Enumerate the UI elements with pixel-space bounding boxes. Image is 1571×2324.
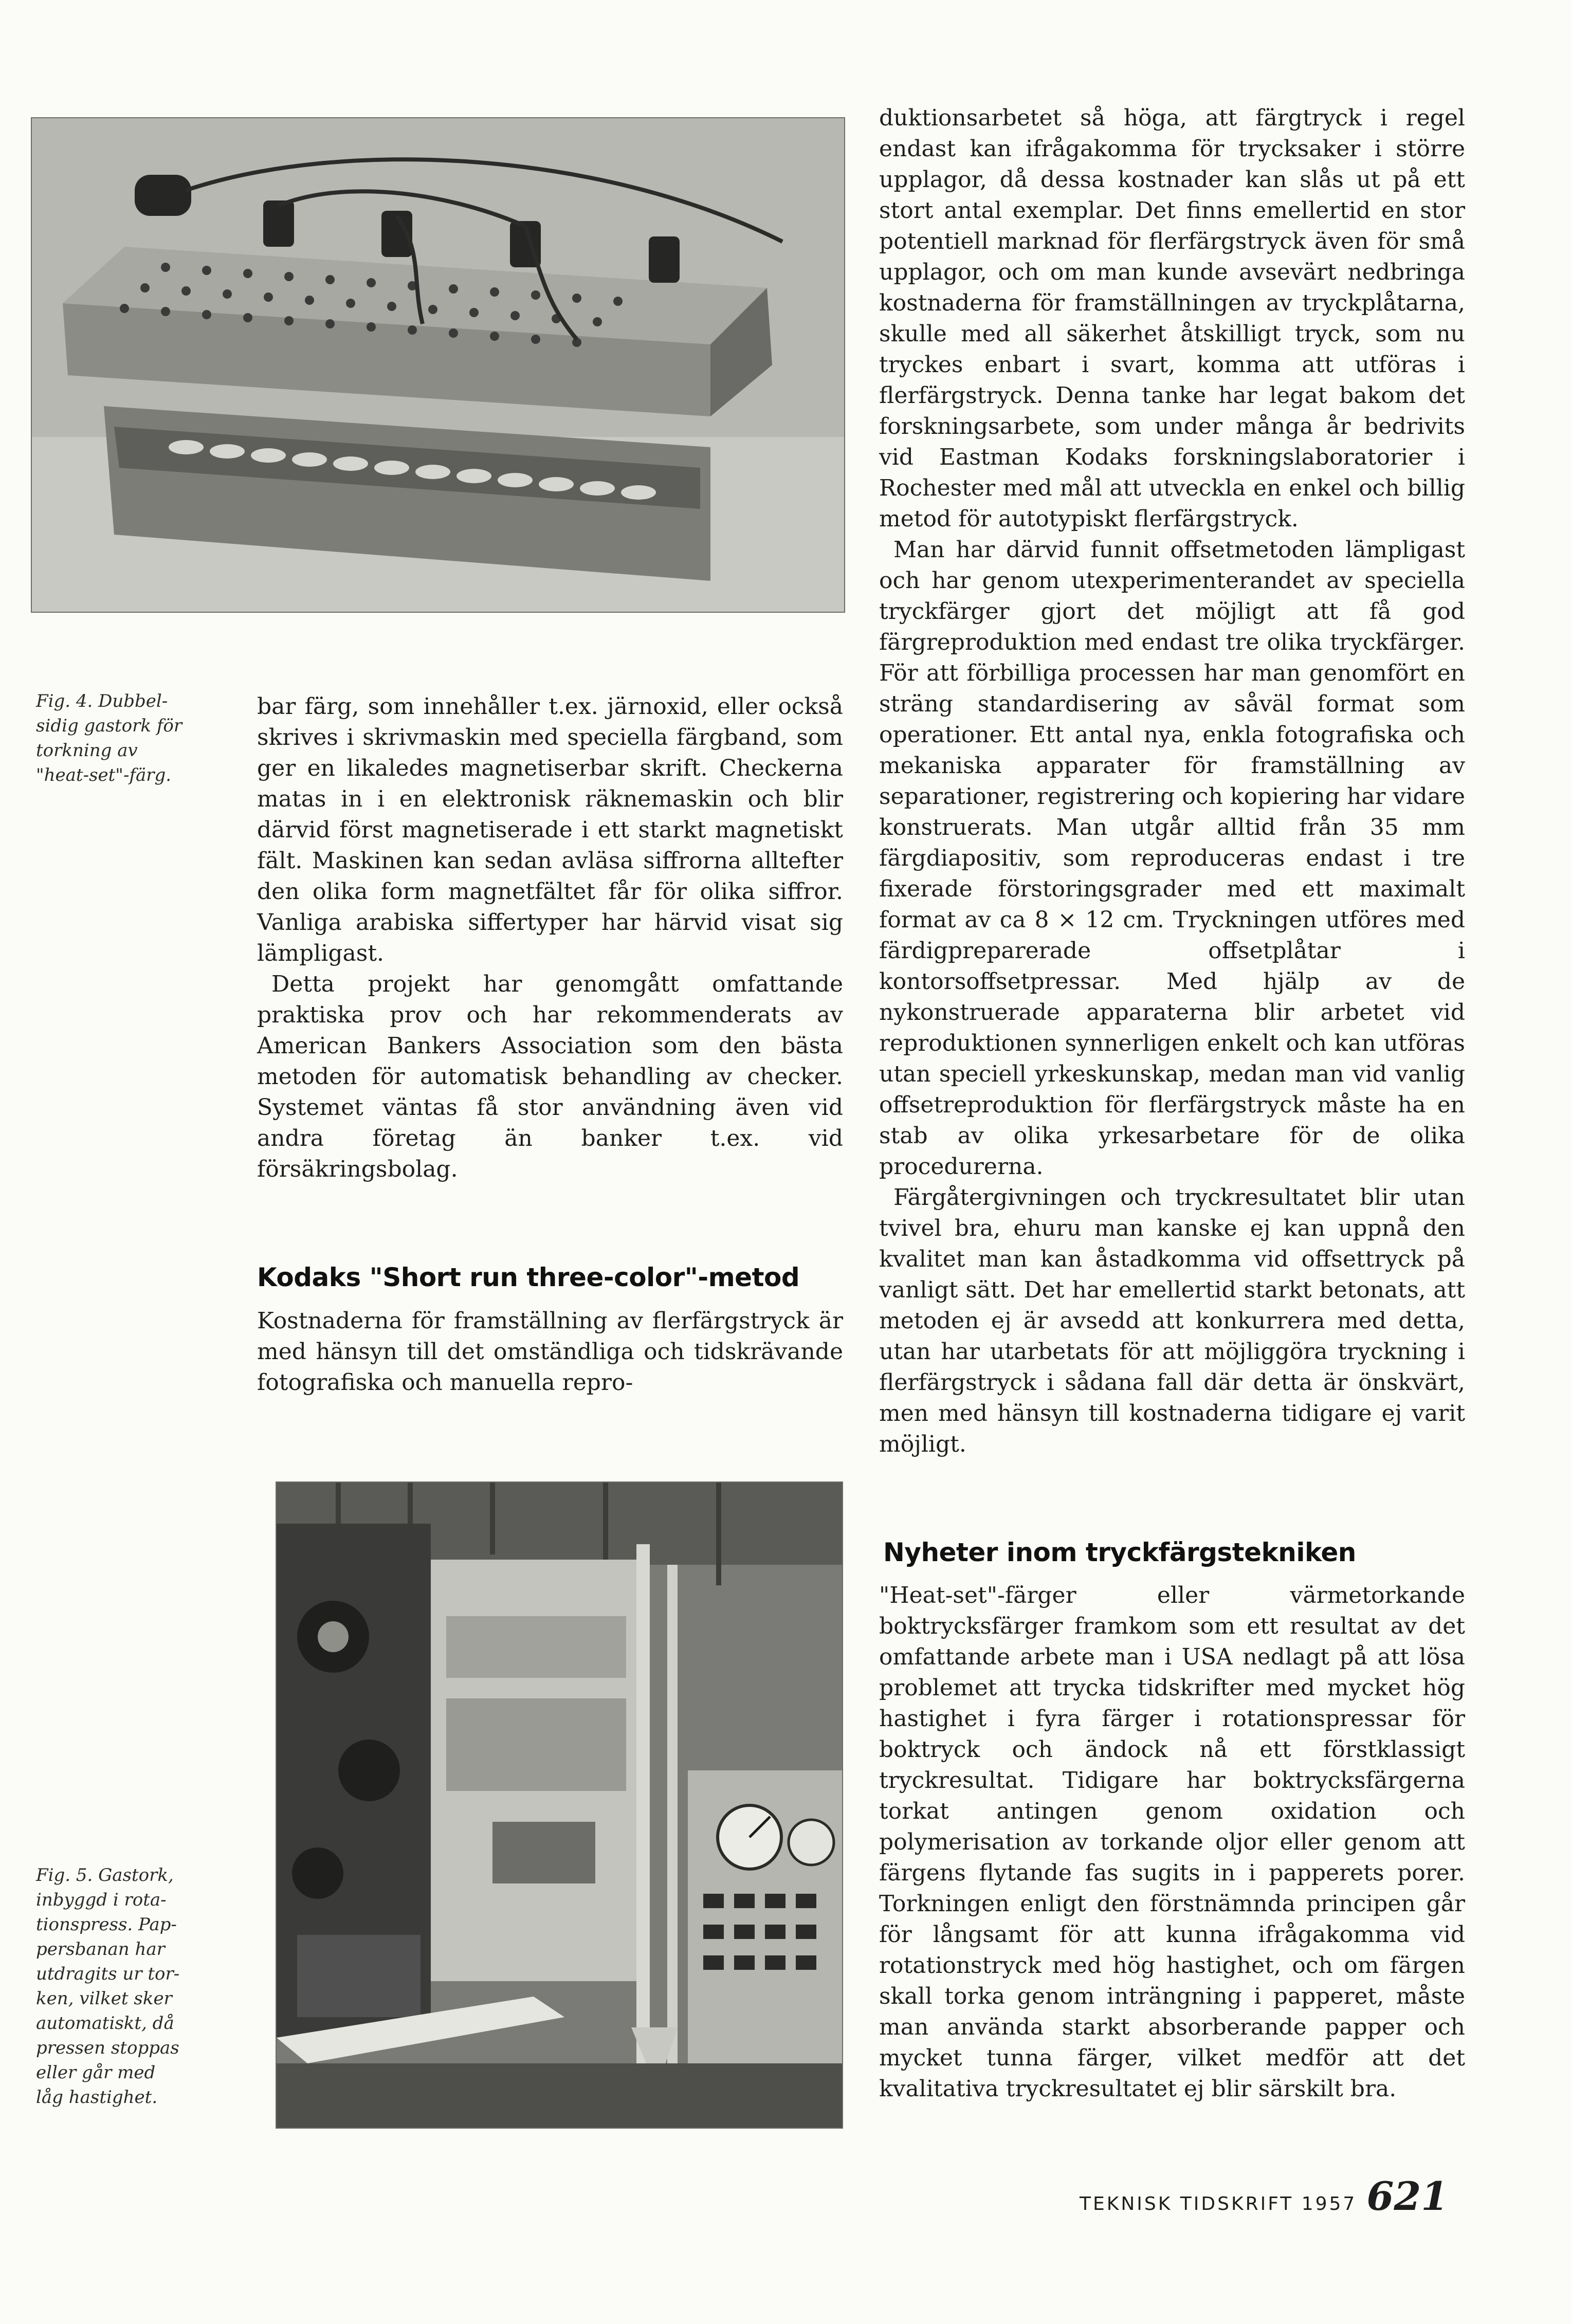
heat-set-paragraph: "Heat-set"-färger eller värmetorkande boktrycksfärger framkom som ett resultat av det omfattande arbete man i USA nedlagt på att lösa problemet att trycka tidskrifter med mycket hög hastighet i fyra färger i rotationspressar för boktryck och ändock nå ett förstklassigt tryckresultat. Tidigare har boktrycksfärgerna torkat antingen genom oxidation och polymerisation av torkande oljor eller genom att färgens flytande fas sugits in i papperets porer. Torkningen enligt den förstnämnda principen går för långsamt för att kunna ifrågakomma vid rotationstryck med hög hastighet, och om färgen skall torka genom inträngning i papperet, måste man använda starkt absorberande papper och mycket tunna färger, vilket medför att det kvalitativa tryckresultatet ej blir särskilt bra. xyxy=(879,1582,1465,2102)
right-text-column-lower xyxy=(879,1580,1465,2105)
figure-4-photo xyxy=(31,117,845,613)
right-text-column xyxy=(879,103,1465,1460)
right-paragraph-3: Färgåtergivningen och tryckresultatet blir utan tvivel bra, ehuru man kanske ej kan uppnå den kvalitet man kan åstadkomma vid offsettryck på vanligt sätt. Det har emellertid starkt betonats, att metoden ej är avsedd att konkurrera med detta, utan har utarbetats för att möjliggöra tryckning i flerfärgstryck i sådana fall där detta är önskvärt, men med hänsyn till kostnaderna tidigare ej varit möjligt. xyxy=(879,1184,1465,1457)
rotation-press-image xyxy=(277,1483,842,2128)
page-number: 621 xyxy=(1366,2173,1449,2219)
figure-5-photo xyxy=(276,1481,843,2129)
journal-name: TEKNISK TIDSKRIFT 1957 xyxy=(1080,2193,1357,2215)
right-paragraph-1: duktionsarbetet så höga, att färgtryck i regel endast kan ifrågakomma för trycksaker i större upplagor, då dessa kostnader kan slås ut på ett stort antal exemplar. Det finns emellertid en stor potentiell marknad för flerfärgstryck även för små upplagor, och om man kunde avsevärt nedbringa kostnaderna för framställningen av tryckplåtarna, skulle med all säkerhet åtskilligt tryck, som nu tryckes enbart i svart, komma att utföras i flerfärgstryck. Denna tanke har legat bakom det forskningsarbete, som under många år bedrivits vid Eastman Kodaks forskningslaboratorier i Rochester med mål att utveckla en enkel och billig metod för autotypiskt flerfärgstryck. xyxy=(879,105,1465,532)
left-paragraph-2: Detta projekt har genomgått omfattande praktiska prov och har rekommenderats av American Bankers Association som den bästa metoden för automatisk behandling av checker. Systemet väntas få stor användning även vid andra företag än banker t.ex. vid försäkringsbolag. xyxy=(257,971,843,1182)
gas-dryer-image xyxy=(32,118,844,612)
right-paragraph-2: Man har därvid funnit offsetmetoden lämpligast och har genom utexperimenterandet av speciella tryckfärger gjort det möjligt att få god färgreproduktion med endast tre olika tryckfärger. För att förbilliga processen har man genomfört en sträng standardisering av såväl format som operationer. Ett antal nya, enkla fotografiska och mekaniska apparater för framställning av separationer, registrering och kopiering har vidare konstruerats. Man utgår alltid från 35 mm färgdiapositiv, som reproduceras endast i tre fixerade förstoringsgrader med ett maximalt format av ca 8 × 12 cm. Tryckningen utföres med färdigpreparerade offsetplåtar i kontorsoffsetpressar. Med hjälp av de nykonstruerade apparaterna blir arbetet vid reproduktionen synnerligen enkelt och kan utföras utan speciell yrkeskunskap, medan man vid vanlig offsetreproduktion för flerfärgstryck måste ha en stab av olika yrkesarbetare för de olika procedurerna. xyxy=(879,537,1465,1180)
left-text-column xyxy=(257,691,843,1185)
kodak-intro-paragraph: Kostnaderna för framställning av flerfärgstryck är med hänsyn till det omständliga och tidskrävande fotografiska och manuella repro- xyxy=(257,1308,843,1396)
left-text-column-lower xyxy=(257,1306,843,1398)
figure-4-caption: Fig. 4. Dubbel- sidig gastork för torkning av "heat-set"-färg. xyxy=(36,691,182,785)
left-paragraph-1: bar färg, som innehåller t.ex. järnoxid, eller också skrives i skrivmaskin med speciella färgband, som ger en likaledes magnetiserbar skrift. Checkerna matas in i en elektronisk räknemaskin och blir därvid först magnetiserade i ett starkt magnetiskt fält. Maskinen kan sedan avläsa siffrorna alltefter den olika form magnetfältet får för olika siffror. Vanliga arabiska siffertyper har härvid visat sig lämpligast. xyxy=(257,693,843,966)
section-heading-kodak: Kodaks "Short run three-color"-metod xyxy=(257,1262,800,1292)
figure-5-caption: Fig. 5. Gastork, inbyggd i rota- tionspress. Pap- persbanan har utdragits ur tor- ken, vilket sker automatiskt, då pressen stoppas eller går med låg hastighet. xyxy=(36,1865,180,2108)
section-heading-nyheter: Nyheter inom tryckfärgstekniken xyxy=(883,1538,1356,1567)
page-footer xyxy=(1080,2173,1449,2220)
